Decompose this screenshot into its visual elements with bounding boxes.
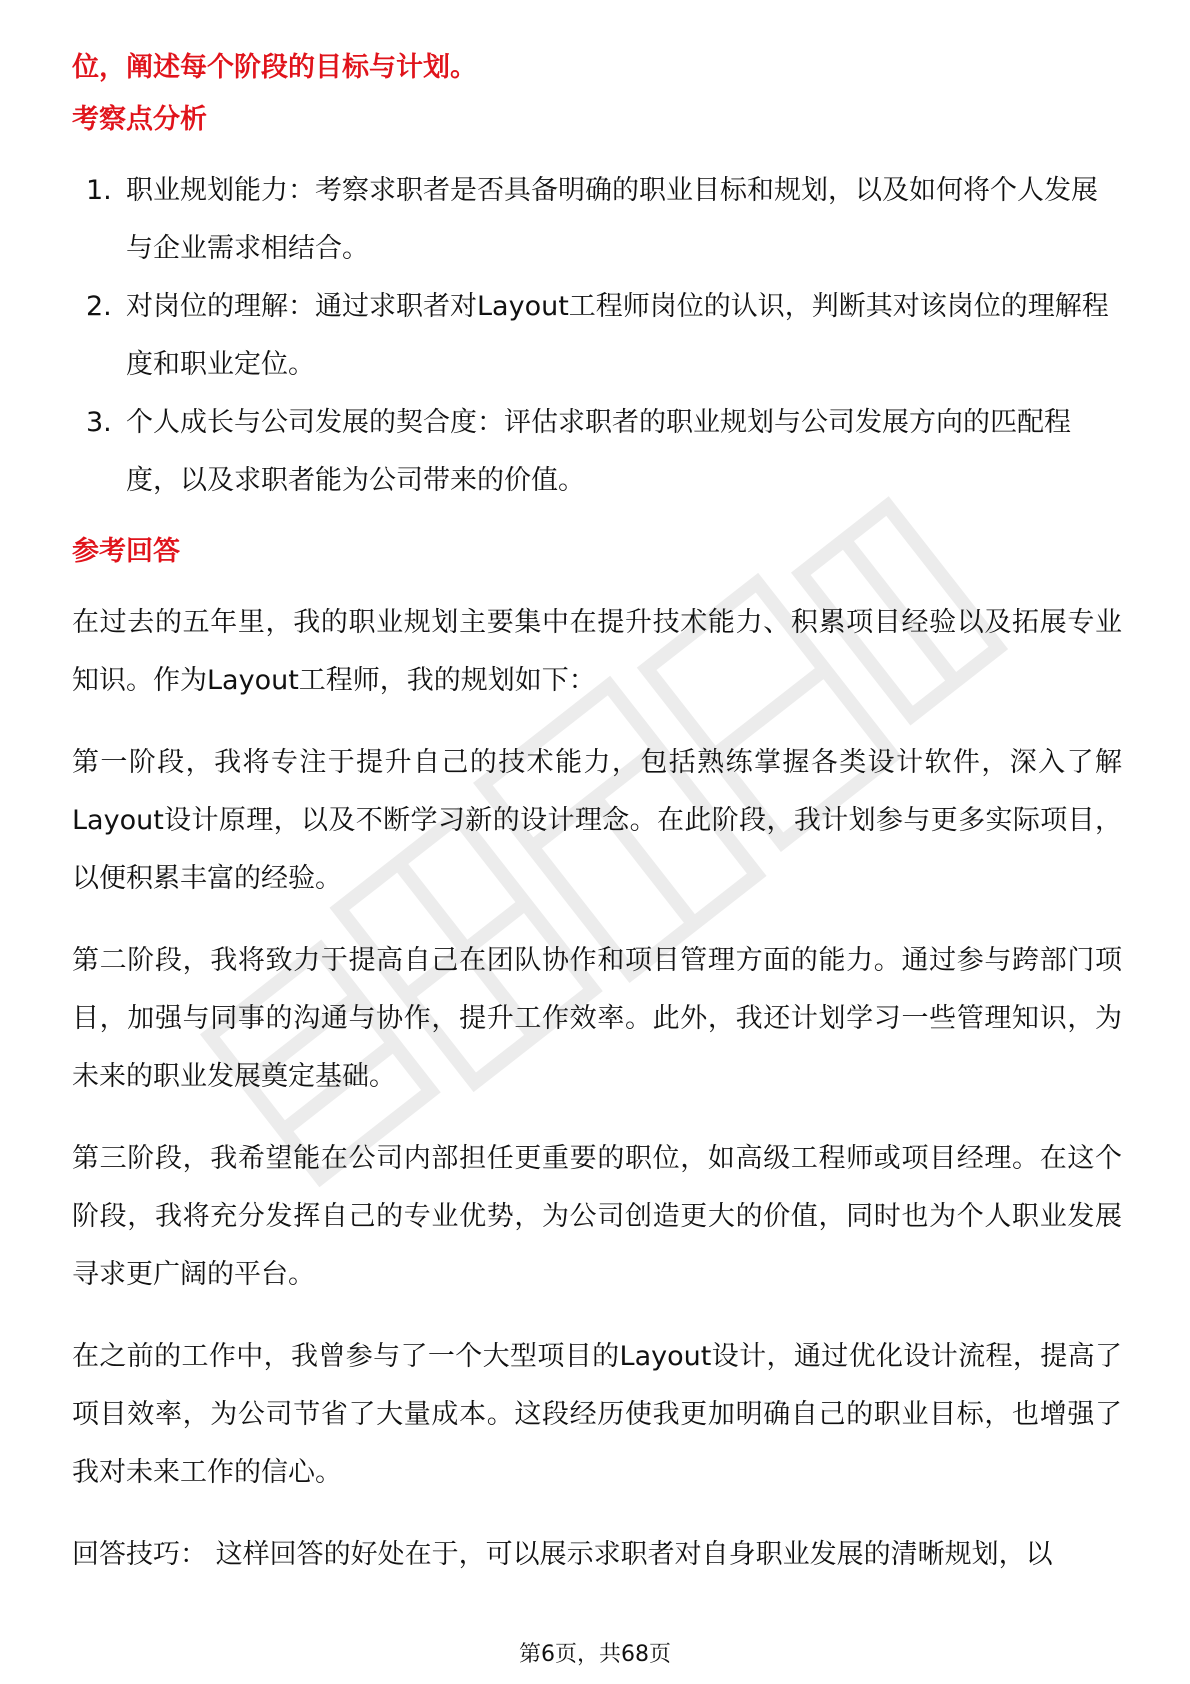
- list-item: [72, 394, 1122, 510]
- page-number: 第6页，共68页: [519, 1642, 671, 1667]
- list-text: 职业规划能力：考察求职者是否具备明确的职业目标和规划，以及如何将个人发展与企业需求相结合。: [126, 175, 1098, 264]
- answer-paragraph: 第一阶段，我将专注于提升自己的技术能力，包括熟练掌握各类设计软件，深入了解Layout设计原理，以及不断学习新的设计理念。在此阶段，我计划参与更多实际项目，以便积累丰富的经验。: [72, 747, 1122, 894]
- list-text: 个人成长与公司发展的契合度：评估求职者的职业规划与公司发展方向的匹配程度，以及求职者能为公司带来的价值。: [126, 407, 1071, 496]
- list-number: 1.: [86, 175, 112, 206]
- answer-paragraph: 第二阶段，我将致力于提高自己在团队协作和项目管理方面的能力。通过参与跨部门项目，加强与同事的沟通与协作，提升工作效率。此外，我还计划学习一些管理知识，为未来的职业发展奠定基础。: [72, 945, 1122, 1092]
- answer-paragraph: 在过去的五年里，我的职业规划主要集中在提升技术能力、积累项目经验以及拓展专业知识。作为Layout工程师，我的规划如下：: [72, 607, 1122, 696]
- list-text: 对岗位的理解：通过求职者对Layout工程师岗位的认识，判断其对该岗位的理解程度和职业定位。: [126, 291, 1109, 380]
- list-item: [72, 162, 1122, 278]
- question-tail: 位，阐述每个阶段的目标与计划。: [72, 52, 477, 83]
- answer-paragraph: 第三阶段，我希望能在公司内部担任更重要的职位，如高级工程师或项目经理。在这个阶段，我将充分发挥自己的专业优势，为公司创造更大的价值，同时也为个人职业发展寻求更广阔的平台。: [72, 1143, 1122, 1290]
- list-item: [72, 278, 1122, 394]
- list-number: 3.: [86, 407, 112, 438]
- answer-paragraph: 在之前的工作中，我曾参与了一个大型项目的Layout设计，通过优化设计流程，提高了项目效率，为公司节省了大量成本。这段经历使我更加明确自己的职业目标，也增强了我对未来工作的信心。: [72, 1341, 1122, 1488]
- content: [72, 48, 1122, 1608]
- answer-heading: 参考回答: [72, 536, 180, 567]
- analysis-list: [72, 162, 1122, 510]
- tips-paragraph: 回答技巧： 这样回答的好处在于，可以展示求职者对自身职业发展的清晰规划，以: [72, 1539, 1053, 1570]
- list-number: 2.: [86, 291, 112, 322]
- analysis-heading: 考察点分析: [72, 104, 207, 135]
